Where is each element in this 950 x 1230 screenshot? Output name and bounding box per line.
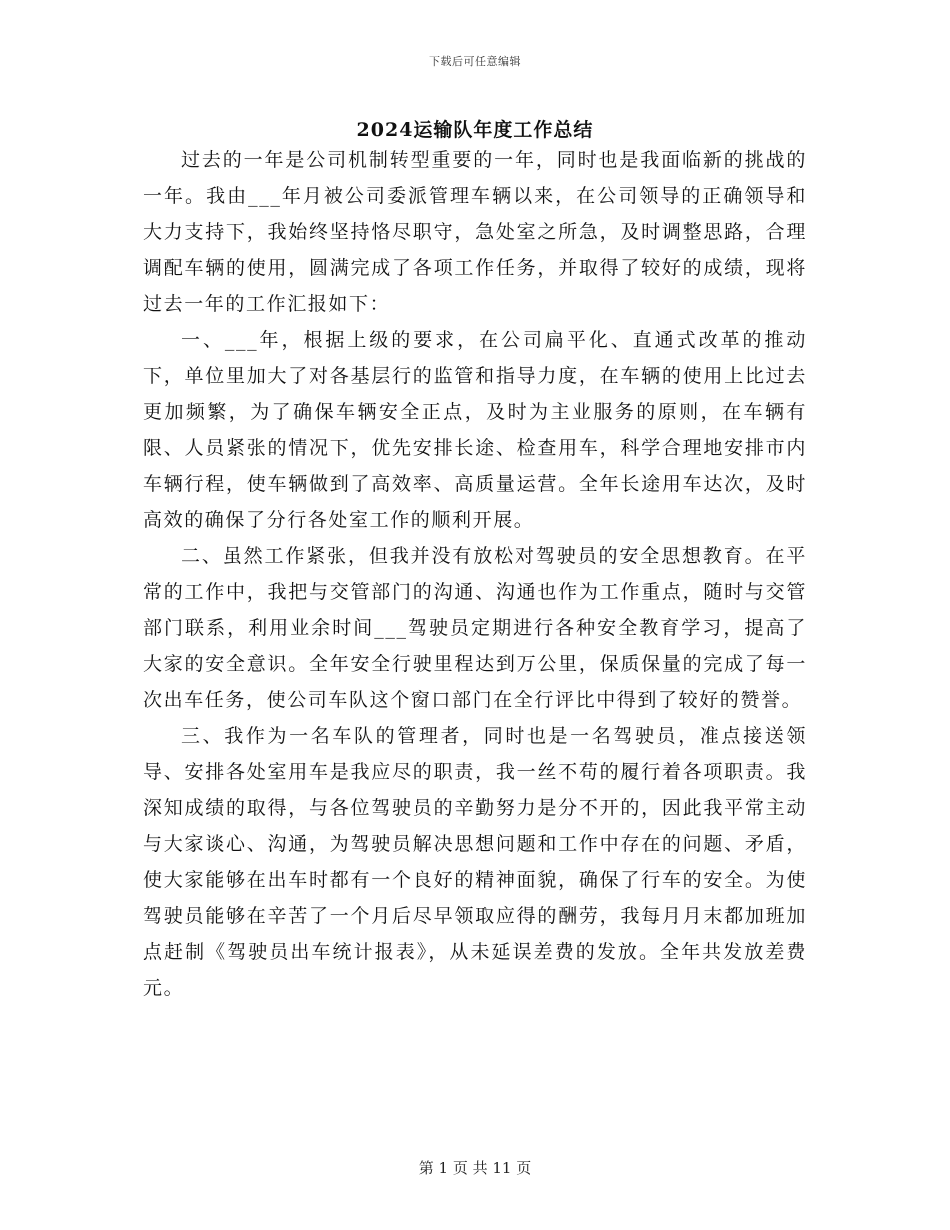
paragraph-section-2: 二、虽然工作紧张，但我并没有放松对驾驶员的安全思想教育。在平常的工作中，我把与交管部门的沟通、沟通也作为工作重点，随时与交管部门联系，利用业余时间___驾驶员定期进行各种安全教育学习，提高了大家的安全意识。全年安全行驶里程达到万公里，保质保量的完成了每一次出车任务，使公司车队这个窗口部门在全行评比中得到了较好的赞誉。 (143, 545, 807, 711)
paragraph-intro: 过去的一年是公司机制转型重要的一年，同时也是我面临新的挑战的一年。我由___年月被公司委派管理车辆以来，在公司领导的正确领导和大力支持下，我始终坚持恪尽职守，急处室之所急，及时调整思路，合理调配车辆的使用，圆满完成了各项工作任务，并取得了较好的成绩，现将过去一年的工作汇报如下： (143, 149, 807, 315)
document-body (143, 142, 807, 1006)
paragraph-section-3: 三、我作为一名车队的管理者，同时也是一名驾驶员，准点接送领导、安排各处室用车是我应尽的职责，我一丝不苟的履行着各项职责。我深知成绩的取得，与各位驾驶员的辛勤努力是分不开的，因此我平常主动与大家谈心、沟通，为驾驶员解决思想问题和工作中存在的问题、矛盾，使大家能够在出车时都有一个良好的精神面貌，确保了行车的安全。为使驾驶员能够在辛苦了一个月后尽早领取应得的酬劳，我每月月末都加班加点赶制《驾驶员出车统计报表》，从未延误差费的发放。全年共发放差费元。 (143, 725, 807, 999)
paragraph-section-1: 一、___年，根据上级的要求，在公司扁平化、直通式改革的推动下，单位里加大了对各基层行的监管和指导力度，在车辆的使用上比过去更加频繁，为了确保车辆安全正点，及时为主业服务的原则，在车辆有限、人员紧张的情况下，优先安排长途、检查用车，科学合理地安排市内车辆行程，使车辆做到了高效率、高质量运营。全年长途用车达次，及时高效的确保了分行各处室工作的顺利开展。 (143, 329, 807, 531)
page-header-note: 下载后可任意编辑 (429, 55, 521, 68)
page-number-footer: 第 1 页 共 11 页 (418, 1159, 532, 1177)
document-title: 2024运输队年度工作总结 (356, 119, 594, 141)
